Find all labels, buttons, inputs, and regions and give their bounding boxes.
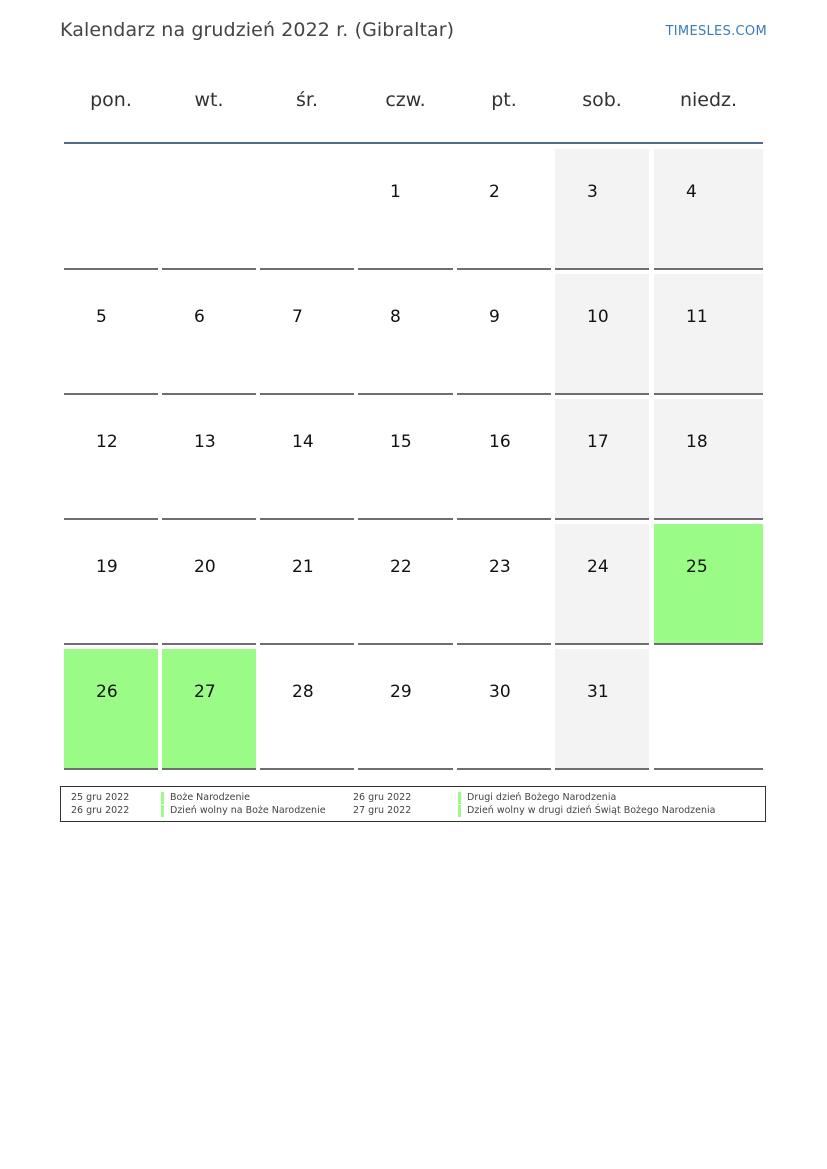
day-number: 7 xyxy=(292,307,303,327)
holiday-name: Dzień wolny na Boże Narodzenie xyxy=(161,805,326,817)
calendar-day-cell xyxy=(457,399,551,520)
calendar-day-cell xyxy=(64,399,158,520)
calendar-day-cell xyxy=(260,274,354,395)
calendar-day-cell xyxy=(358,649,453,770)
calendar-day-cell xyxy=(358,399,453,520)
day-number: 24 xyxy=(587,557,609,577)
day-number: 20 xyxy=(194,557,216,577)
calendar-day-cell xyxy=(654,149,763,270)
day-number: 8 xyxy=(390,307,401,327)
calendar-day-cell xyxy=(654,524,763,645)
day-number: 31 xyxy=(587,682,609,702)
calendar-day-cell xyxy=(555,274,649,395)
holiday-date: 26 gru 2022 xyxy=(71,805,130,816)
calendar-day-cell xyxy=(162,649,256,770)
holiday-date: 27 gru 2022 xyxy=(353,805,412,816)
day-number: 25 xyxy=(686,557,708,577)
calendar-day-cell xyxy=(555,649,649,770)
day-number: 30 xyxy=(489,682,511,702)
calendar-day-cell xyxy=(457,524,551,645)
holiday-date: 26 gru 2022 xyxy=(353,792,412,803)
day-number: 15 xyxy=(390,432,412,452)
day-number: 22 xyxy=(390,557,412,577)
weekday-label: pt. xyxy=(491,89,517,111)
calendar-day-cell xyxy=(358,274,453,395)
day-number: 1 xyxy=(390,182,401,202)
calendar-day-cell xyxy=(260,649,354,770)
holiday-name: Drugi dzień Bożego Narodzenia xyxy=(458,792,616,804)
weekday-label: sob. xyxy=(582,89,622,111)
day-number: 4 xyxy=(686,182,697,202)
calendar-day-cell xyxy=(654,274,763,395)
holiday-name: Dzień wolny w drugi dzień Świąt Bożego Narodzenia xyxy=(458,805,716,817)
day-number: 12 xyxy=(96,432,118,452)
day-number: 19 xyxy=(96,557,118,577)
calendar-empty-cell xyxy=(64,149,158,270)
day-number: 17 xyxy=(587,432,609,452)
day-number: 14 xyxy=(292,432,314,452)
day-number: 13 xyxy=(194,432,216,452)
day-number: 5 xyxy=(96,307,107,327)
day-number: 27 xyxy=(194,682,216,702)
calendar-day-cell xyxy=(358,524,453,645)
day-number: 21 xyxy=(292,557,314,577)
day-number: 6 xyxy=(194,307,205,327)
weekday-label: niedz. xyxy=(679,89,738,111)
calendar-empty-cell xyxy=(654,649,763,770)
calendar-day-cell xyxy=(457,149,551,270)
calendar-day-cell xyxy=(260,524,354,645)
calendar-day-cell xyxy=(654,399,763,520)
weekday-label: śr. xyxy=(295,89,318,111)
day-number: 3 xyxy=(587,182,598,202)
day-number: 18 xyxy=(686,432,708,452)
weekday-header-row xyxy=(64,89,763,119)
holiday-date: 25 gru 2022 xyxy=(71,792,130,803)
calendar-day-cell xyxy=(358,149,453,270)
calendar-day-cell xyxy=(162,399,256,520)
calendar-day-cell xyxy=(457,274,551,395)
day-number: 10 xyxy=(587,307,609,327)
day-number: 29 xyxy=(390,682,412,702)
weekday-label: wt. xyxy=(194,89,224,111)
calendar-day-cell xyxy=(457,649,551,770)
calendar-day-cell xyxy=(260,399,354,520)
weekday-label: czw. xyxy=(385,89,426,111)
day-number: 23 xyxy=(489,557,511,577)
day-number: 16 xyxy=(489,432,511,452)
weekday-label: pon. xyxy=(90,89,132,111)
calendar-day-cell xyxy=(64,274,158,395)
calendar-day-cell xyxy=(64,649,158,770)
day-number: 11 xyxy=(686,307,708,327)
day-number: 9 xyxy=(489,307,500,327)
holiday-name: Boże Narodzenie xyxy=(161,792,250,804)
page-title: Kalendarz na grudzień 2022 r. (Gibraltar) xyxy=(60,19,455,41)
brand-link[interactable]: TIMESLES.COM xyxy=(665,24,767,39)
calendar-day-cell xyxy=(64,524,158,645)
day-number: 2 xyxy=(489,182,500,202)
day-number: 28 xyxy=(292,682,314,702)
calendar-day-cell xyxy=(162,524,256,645)
calendar-day-cell xyxy=(162,274,256,395)
calendar-day-cell xyxy=(555,399,649,520)
holiday-legend xyxy=(60,786,766,822)
calendar-day-cell xyxy=(555,524,649,645)
header-divider xyxy=(64,142,763,144)
day-number: 26 xyxy=(96,682,118,702)
calendar-empty-cell xyxy=(260,149,354,270)
calendar-empty-cell xyxy=(162,149,256,270)
calendar-day-cell xyxy=(555,149,649,270)
